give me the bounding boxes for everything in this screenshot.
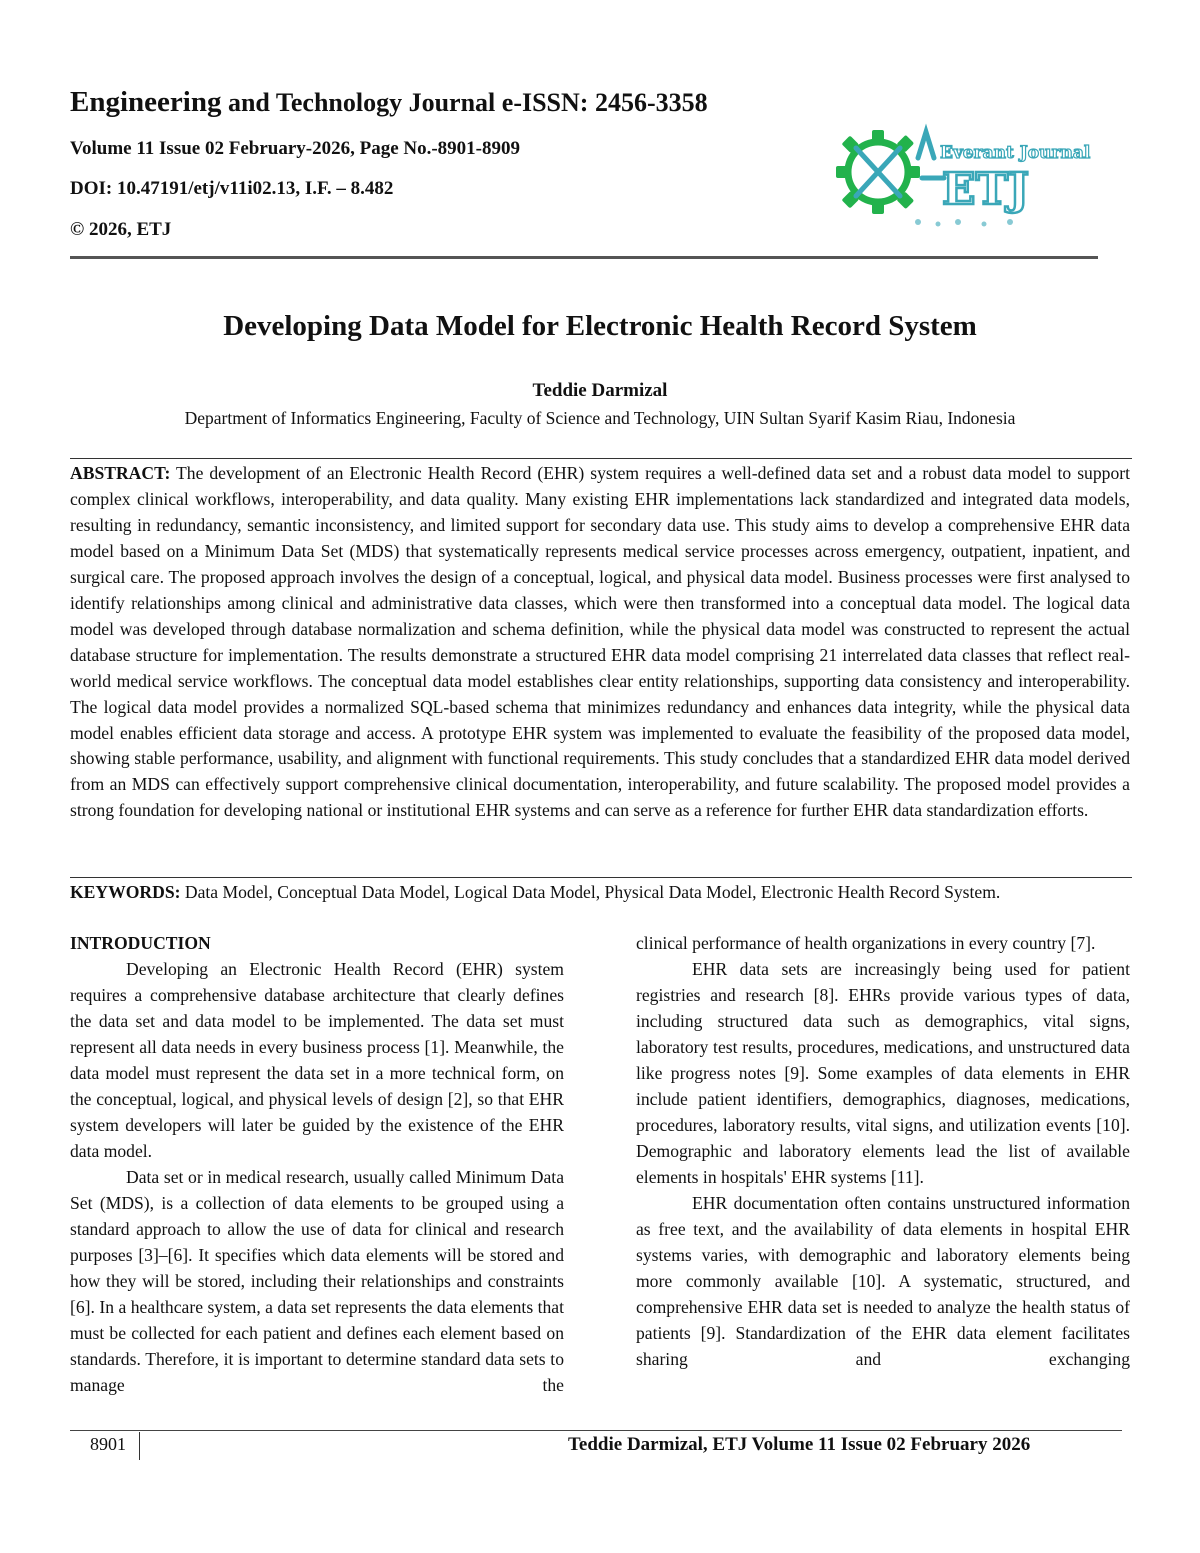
paragraph: EHR data sets are increasingly being used for patient registries and research [8]. EHRs provide various types of data, including structured data such as demographics, vital signs, laboratory test results, procedures, medications, and unstructured data like progress notes [9]. Some examples of data elements in EHR include patient identifiers, demographics, diagnoses, medications, procedures, laboratory results, vital signs, and utilization events [10]. Demographic and laboratory elements lead the list of available elements in hospitals' EHR systems [11]. bbox=[636, 959, 1130, 1187]
keywords-label: KEYWORDS: bbox=[70, 882, 181, 902]
left-column bbox=[70, 930, 564, 1398]
copyright-line: © 2026, ETJ bbox=[70, 219, 172, 240]
abstract-text: The development of an Electronic Health Record (EHR) system requires a well-defined data set and a robust data model to support complex clinical workflows, interoperability, and data quality. Many existing EHR implementations lack standardized and integrated data models, resulting in redundancy, semantic inconsistency, and limited support for secondary data use. This study aims to develop a comprehensive EHR data model based on a Minimum Data Set (MDS) that systematically represents medical service processes across emergency, outpatient, inpatient, and surgical care. The proposed approach involves the design of a conceptual, logical, and physical data model. Business processes were first analysed to identify relationships among clinical and administrative data classes, which were then transformed into a conceptual data model. The logical data model was developed through database normalization and schema definition, while the physical data model was constructed to represent the actual database structure for implementation. The results demonstrate a structured EHR data model comprising 21 interrelated data classes that reflect real-world medical service workflows. The conceptual data model establishes clear entity relationships, supporting data consistency and interoperability. The logical data model provides a normalized SQL-based schema that minimizes redundancy and enhances data integrity, while the physical data model enables efficient data storage and access. A prototype EHR system was implemented to evaluate the feasibility of the proposed data model, showing stable performance, usability, and alignment with functional requirements. This study concludes that a standardized EHR data model derived from an MDS can effectively support comprehensive clinical documentation, interoperability, and future scalability. The proposed model provides a strong foundation for developing national or institutional EHR systems and can serve as a reference for further EHR data standardization efforts. bbox=[70, 463, 1130, 821]
doi-line: DOI: 10.47191/etj/v11i02.13, I.F. – 8.482 bbox=[70, 178, 394, 199]
journal-logo bbox=[826, 118, 1091, 236]
author-name: Teddie Darmizal bbox=[532, 380, 668, 401]
journal-title bbox=[70, 86, 708, 119]
abstract-label: ABSTRACT: bbox=[70, 463, 171, 483]
paragraph: clinical performance of health organizations in every country [7]. bbox=[636, 933, 1096, 953]
logo-text-main: ETJ bbox=[942, 164, 1030, 215]
section-heading-introduction: INTRODUCTION bbox=[70, 933, 211, 953]
paragraph: Developing an Electronic Health Record (EHR) system requires a comprehensive database architecture that clearly defines the data set and data model to be implemented. The data set must represent all data needs in every business process [1]. Meanwhile, the data model must represent the data set in a more technical form, on the conceptual, logical, and physical levels of design [2], so that EHR system developers will later be guided by the existence of the EHR data model. bbox=[70, 959, 564, 1161]
abstract bbox=[70, 461, 1130, 824]
logo-text-top: Everant Journal bbox=[940, 143, 1091, 163]
volume-line: Volume 11 Issue 02 February-2026, Page No.-8901-8909 bbox=[70, 138, 520, 159]
abstract-bottom-rule bbox=[70, 877, 1132, 878]
keywords bbox=[70, 879, 1132, 905]
paragraph: EHR documentation often contains unstructured information as free text, and the availability of data elements in hospital EHR systems varies, with demographic and laboratory elements being more commonly available [10]. A systematic, structured, and comprehensive EHR data set is needed to analyze the health status of patients [9]. Standardization of the EHR data element facilitates sharing and exchanging bbox=[636, 1193, 1130, 1369]
right-column bbox=[636, 930, 1130, 1372]
journal-title-big: Engineering bbox=[70, 86, 222, 118]
keywords-text: Data Model, Conceptual Data Model, Logical Data Model, Physical Data Model, Electronic Health Record System. bbox=[180, 882, 1001, 902]
abstract-top-rule bbox=[70, 458, 1132, 459]
footer-rule bbox=[70, 1430, 1122, 1431]
gear-logo-icon bbox=[826, 118, 1091, 236]
page-number: 8901 bbox=[90, 1434, 126, 1454]
footer-separator bbox=[139, 1432, 140, 1460]
running-footer: Teddie Darmizal, ETJ Volume 11 Issue 02 February 2026 bbox=[568, 1434, 1031, 1455]
paper-title: Developing Data Model for Electronic Health Record System bbox=[223, 310, 977, 342]
author-affiliation: Department of Informatics Engineering, Faculty of Science and Technology, UIN Sultan Syarif Kasim Riau, Indonesia bbox=[184, 408, 1016, 428]
header-rule bbox=[70, 256, 1098, 259]
journal-title-rest: and Technology Journal e-ISSN: 2456-3358 bbox=[221, 88, 708, 117]
paragraph: Data set or in medical research, usually called Minimum Data Set (MDS), is a collection of data elements to be grouped using a standard approach to allow the use of data for clinical and research purposes [3]–[6]. It specifies which data elements will be stored and how they will be stored, including their relationships and constraints [6]. In a healthcare system, a data set represents the data elements that must be collected for each patient and defines each element based on standards. Therefore, it is important to determine standard data sets to manage the bbox=[70, 1167, 564, 1395]
